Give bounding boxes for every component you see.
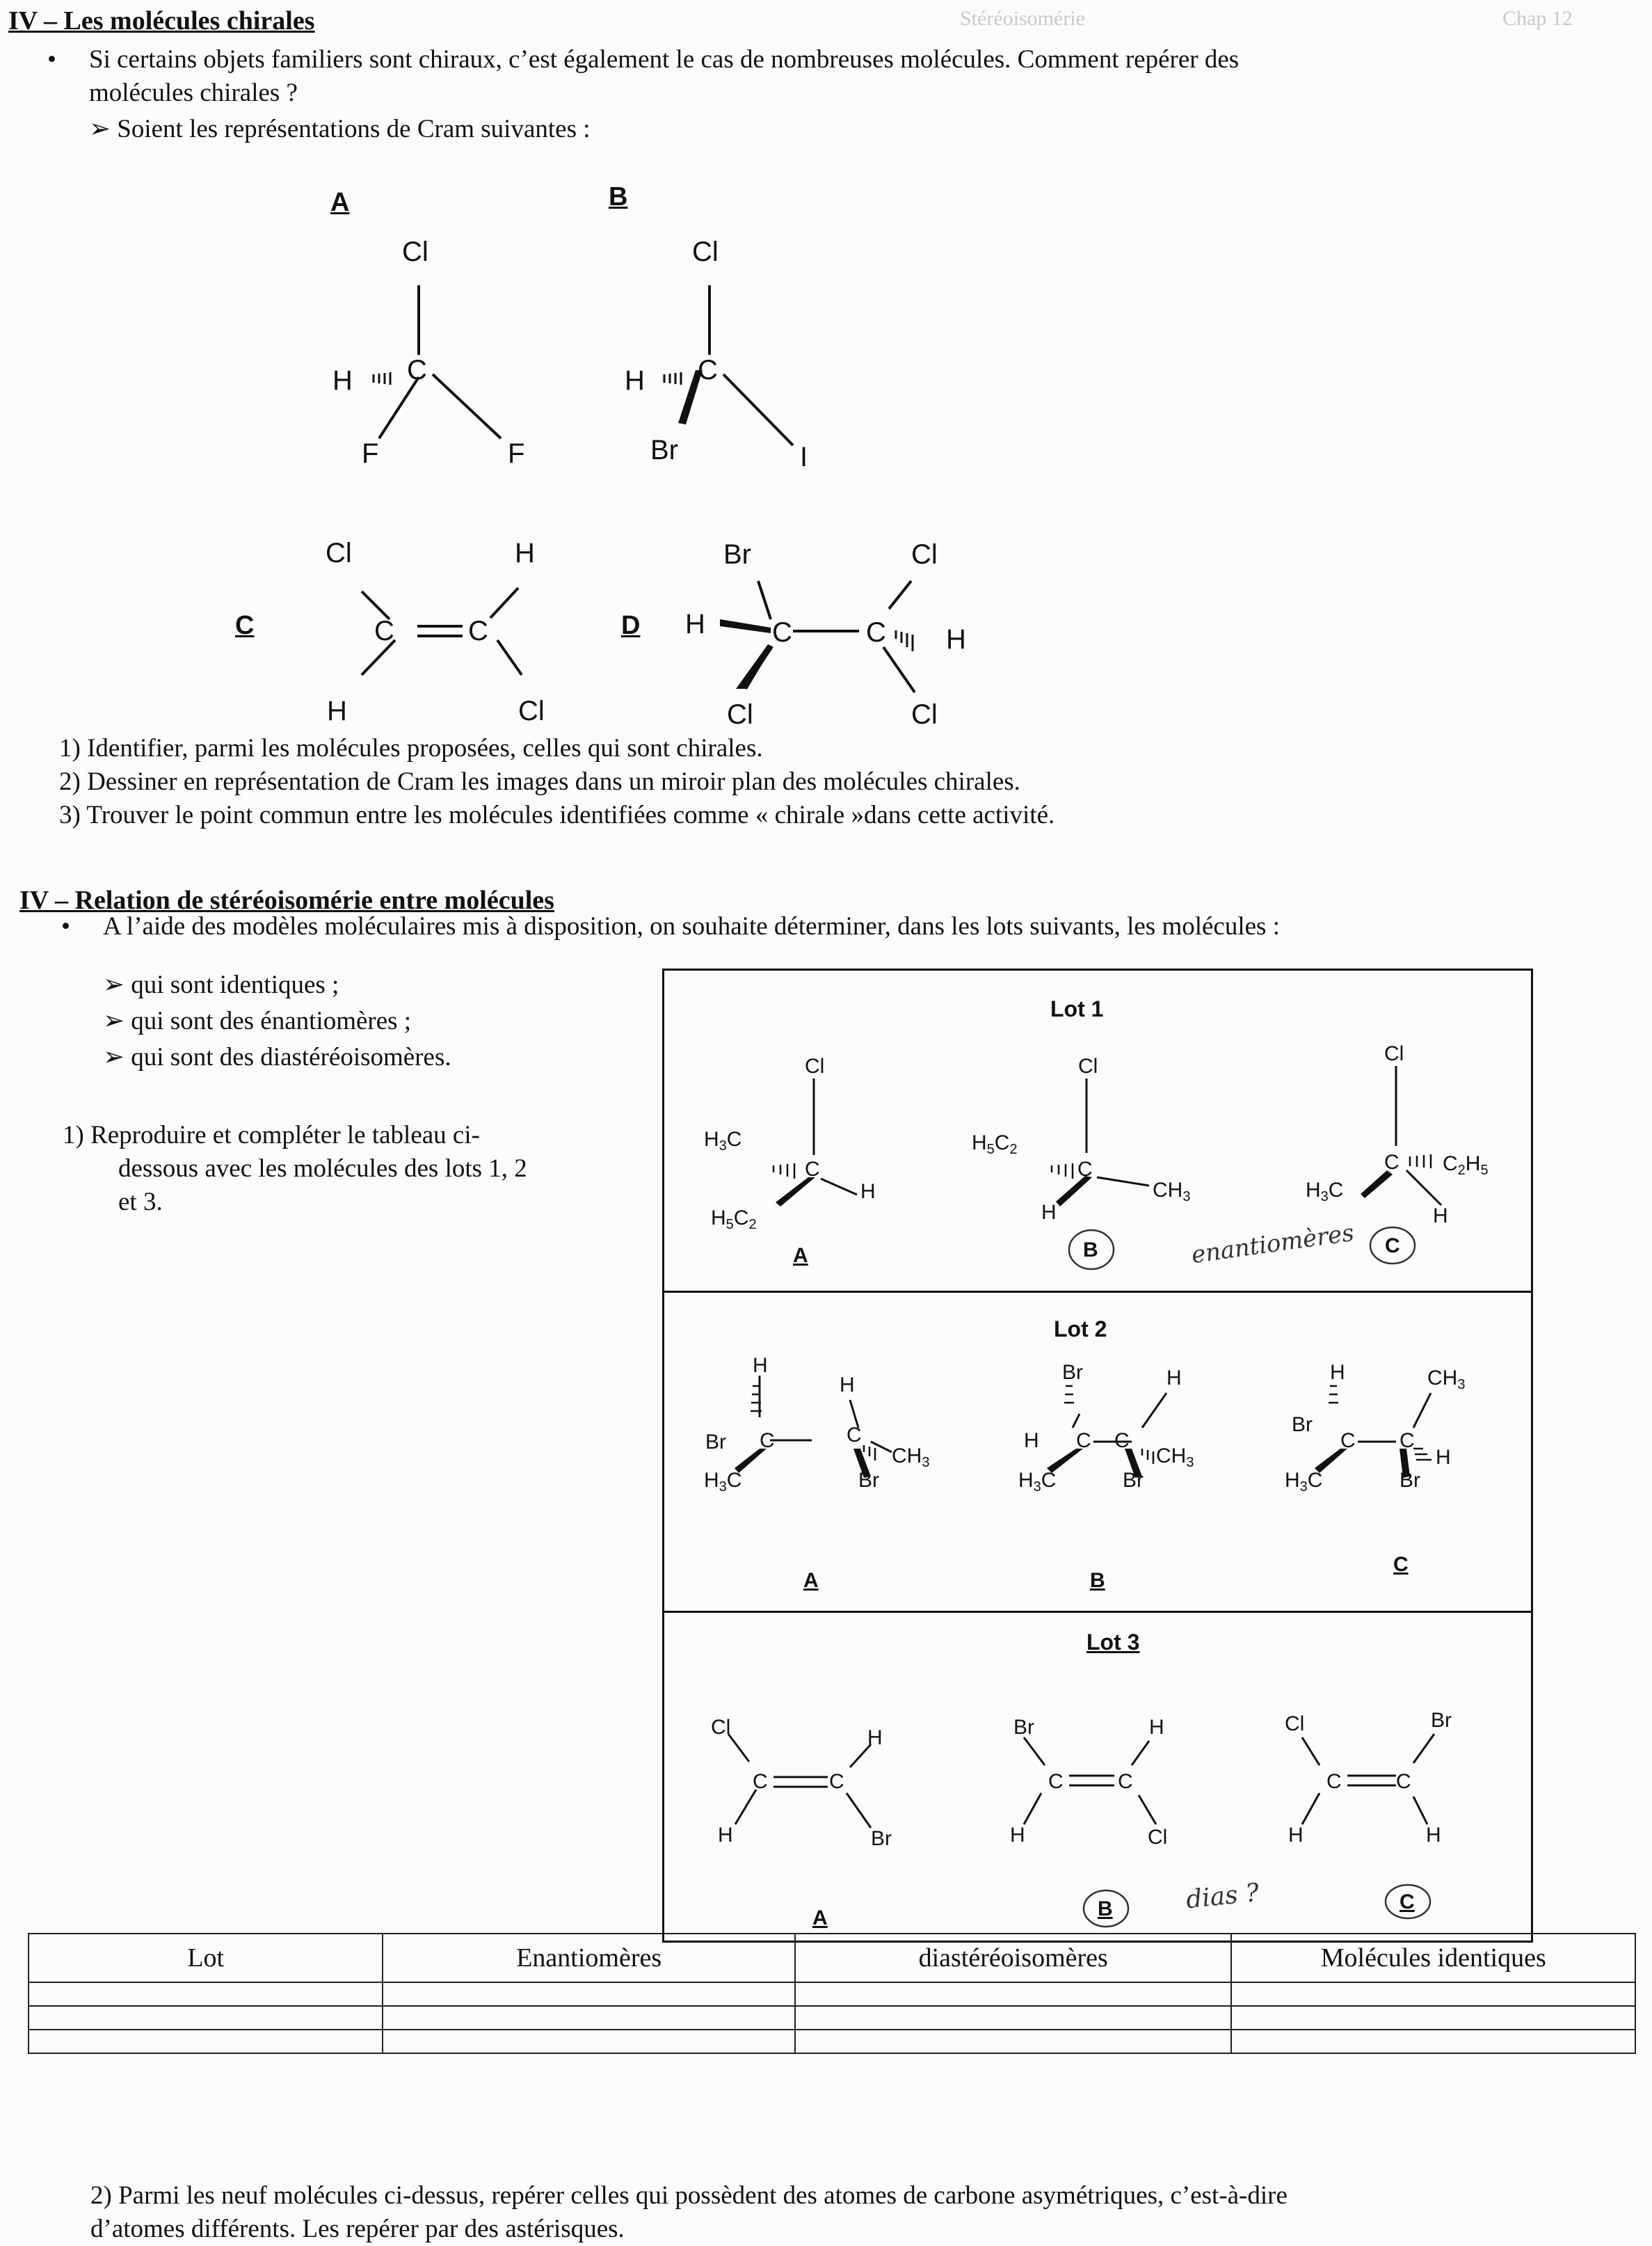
handwritten-note-enantiomeres: enantiomères bbox=[1189, 1218, 1356, 1270]
section1-title: IV – Les molécules chirales bbox=[8, 6, 315, 35]
lot1-label-b: B bbox=[1083, 1239, 1098, 1261]
atom-br: Br bbox=[858, 1469, 879, 1492]
atom-c: C bbox=[1048, 1770, 1064, 1793]
atom-h: H bbox=[1010, 1824, 1025, 1847]
atom-br: Br bbox=[1123, 1469, 1144, 1492]
atom-c: C bbox=[805, 1158, 820, 1181]
question-1: 1) Identifier, parmi les molécules proposées, celles qui sont chirales. bbox=[59, 734, 763, 763]
atom-h3c: $H_3C$ bbox=[704, 1469, 742, 1495]
atom-br: Br bbox=[1431, 1709, 1452, 1732]
arrow-bullet-icon: ➢ bbox=[103, 1007, 125, 1035]
atom-br: Br bbox=[1013, 1716, 1034, 1739]
arrow-bullet-icon: ➢ bbox=[103, 1043, 125, 1072]
atom-h: H bbox=[946, 624, 966, 655]
section1-bullet-line1: Si certains objets familiers sont chiraux, c’est également le cas de nombreuses molécules. Comment repérer des bbox=[89, 45, 1240, 74]
table-cell[interactable] bbox=[1231, 1982, 1635, 2006]
atom-h: H bbox=[685, 609, 705, 639]
table-row bbox=[29, 2030, 1635, 2053]
atom-c: C bbox=[772, 617, 792, 648]
atom-ch3: $CH_3$ bbox=[1427, 1367, 1466, 1392]
lot2-title: Lot 2 bbox=[1054, 1316, 1107, 1341]
atom-ch3: $CH_3$ bbox=[1153, 1179, 1191, 1204]
section1-bullet-line2: molécules chirales ? bbox=[89, 79, 298, 107]
atom-h: H bbox=[625, 365, 645, 396]
atom-f: F bbox=[362, 438, 379, 469]
arrow-bullet-icon: ➢ bbox=[103, 971, 125, 999]
atom-h: H bbox=[1436, 1446, 1451, 1469]
atom-cl: Cl bbox=[711, 1716, 731, 1739]
atom-h: H bbox=[1166, 1367, 1182, 1389]
atom-c: C bbox=[760, 1429, 775, 1452]
atom-c: C bbox=[1384, 1151, 1400, 1174]
wedge-bond bbox=[1361, 1170, 1393, 1198]
atom-c: C bbox=[1114, 1429, 1130, 1452]
atom-f: F bbox=[508, 438, 525, 469]
atom-cl: Cl bbox=[1285, 1712, 1305, 1735]
atom-c: C bbox=[1340, 1429, 1356, 1452]
lot2-label-c: C bbox=[1393, 1553, 1409, 1576]
molecule-label-c: C bbox=[235, 611, 255, 640]
hashed-bond-b bbox=[664, 372, 681, 385]
atom-h: H bbox=[1426, 1824, 1441, 1847]
lot2-label-a: A bbox=[803, 1569, 819, 1592]
subitem-identiques bbox=[103, 969, 339, 1002]
atom-h: H bbox=[840, 1373, 855, 1396]
atom-cl: Cl bbox=[805, 1055, 825, 1078]
table-header-row bbox=[29, 1934, 1635, 1982]
ghost-header-chap: Chap 12 bbox=[1502, 7, 1573, 30]
q1-line: 1) Reproduire et compléter le tableau ci- bbox=[63, 1121, 480, 1149]
atom-c: C bbox=[374, 616, 394, 646]
bullet-dot: • bbox=[61, 912, 70, 941]
molecule-label-a: A bbox=[330, 188, 350, 217]
atom-i: I bbox=[800, 442, 808, 472]
lot1-label-c: C bbox=[1385, 1234, 1400, 1257]
molecule-label-d: D bbox=[621, 611, 641, 640]
atom-br: Br bbox=[871, 1827, 892, 1850]
atom-cl: Cl bbox=[911, 699, 938, 730]
atom-cl: Cl bbox=[727, 699, 753, 730]
atom-c: C bbox=[847, 1424, 862, 1447]
atom-cl: Cl bbox=[518, 696, 545, 726]
hashed-bond-d bbox=[896, 630, 913, 651]
atom-c: C bbox=[1077, 1158, 1093, 1181]
table-cell[interactable] bbox=[795, 2030, 1232, 2053]
atom-h: H bbox=[515, 538, 535, 568]
atom-h: H bbox=[867, 1726, 883, 1749]
q1-line: dessous avec les molécules des lots 1, 2 bbox=[118, 1154, 527, 1183]
atom-h: H bbox=[1024, 1429, 1039, 1452]
table-row bbox=[29, 2006, 1635, 2030]
atom-h: H bbox=[327, 696, 347, 726]
atom-cl: Cl bbox=[326, 538, 352, 568]
subitem-text: qui sont identiques ; bbox=[131, 971, 339, 999]
hashed-bond-a bbox=[374, 372, 390, 385]
atom-ch3: $CH_3$ bbox=[1156, 1444, 1194, 1470]
atom-c: C bbox=[468, 616, 488, 646]
atom-h: H bbox=[1041, 1201, 1057, 1224]
lot3-title: Lot 3 bbox=[1086, 1630, 1140, 1655]
atom-br: Br bbox=[1400, 1469, 1420, 1492]
subitem-text: qui sont des énantiomères ; bbox=[131, 1007, 412, 1035]
lot1-title: Lot 1 bbox=[1050, 996, 1104, 1021]
q1-line: et 3. bbox=[118, 1188, 163, 1216]
atom-br: Br bbox=[1292, 1413, 1313, 1436]
atom-h: H bbox=[753, 1354, 768, 1377]
subitem-diastereo bbox=[103, 1041, 451, 1074]
atom-h: H bbox=[1149, 1716, 1164, 1739]
atom-ch3: $CH_3$ bbox=[892, 1444, 930, 1470]
subitem-enantiomeres bbox=[103, 1005, 411, 1038]
section2-q1 bbox=[63, 1119, 527, 1219]
section1-bullet bbox=[89, 43, 1640, 110]
lot3-label-c: C bbox=[1400, 1890, 1415, 1913]
atom-c: C bbox=[753, 1770, 768, 1793]
table-cell[interactable] bbox=[1231, 2006, 1635, 2030]
atom-br: Br bbox=[1062, 1361, 1083, 1384]
atom-c: C bbox=[407, 355, 427, 385]
section2-bullet: A l’aide des modèles moléculaires mis à disposition, on souhaite déterminer, dans les lots suivants, les molécules : bbox=[103, 912, 1280, 941]
atom-cl: Cl bbox=[692, 237, 719, 267]
table-cell[interactable] bbox=[383, 2030, 795, 2053]
atom-h3c: $H_3C$ bbox=[1285, 1469, 1323, 1495]
question-2: 2) Dessiner en représentation de Cram les images dans un miroir plan des molécules chirales. bbox=[59, 767, 1020, 796]
table-cell[interactable] bbox=[383, 2006, 795, 2030]
handwritten-note-dias: dias ? bbox=[1185, 1878, 1261, 1915]
atom-br: Br bbox=[705, 1431, 726, 1453]
header-diastereo: diastéréoisomères bbox=[795, 1934, 1232, 1982]
atom-cl: Cl bbox=[1078, 1055, 1098, 1078]
wedge-bond-d-2 bbox=[736, 644, 773, 689]
section2-q2-line2: d’atomes différents. Les repérer par des astérisques. bbox=[90, 2215, 625, 2243]
molecule-label-b: B bbox=[609, 182, 628, 212]
atom-c: C bbox=[1400, 1429, 1415, 1452]
table-cell[interactable] bbox=[795, 1982, 1232, 2006]
atom-h: H bbox=[1288, 1824, 1304, 1847]
atom-h3c: $H_3C$ bbox=[1306, 1179, 1344, 1204]
atom-c: C bbox=[829, 1770, 844, 1793]
atom-cl: Cl bbox=[402, 237, 428, 267]
lot2-label-b: B bbox=[1090, 1569, 1105, 1592]
cram-molecules-figure bbox=[0, 174, 1009, 738]
atom-h3c: $H_3C$ bbox=[1018, 1469, 1057, 1495]
atom-br: Br bbox=[650, 435, 678, 465]
atom-h: H bbox=[1433, 1204, 1448, 1227]
header-enantiomeres: Enantiomères bbox=[383, 1934, 795, 1982]
atom-cl: Cl bbox=[1384, 1042, 1404, 1065]
atom-c2h5: $C_2H_5$ bbox=[1443, 1152, 1489, 1178]
header-lot: Lot bbox=[29, 1934, 383, 1982]
table-cell[interactable] bbox=[29, 2006, 383, 2030]
question-3: 3) Trouver le point commun entre les molécules identifiées comme « chirale »dans cette activité. bbox=[59, 801, 1055, 829]
section2-title: IV – Relation de stéréoisomérie entre molécules bbox=[19, 886, 554, 915]
atom-h5c2: $H_5C_2$ bbox=[711, 1206, 757, 1232]
atom-c: C bbox=[698, 355, 718, 385]
atom-h: H bbox=[860, 1180, 876, 1203]
table-row bbox=[29, 1982, 1635, 2006]
atom-c: C bbox=[1076, 1429, 1091, 1452]
table-cell[interactable] bbox=[383, 1982, 795, 2006]
ghost-header-text: Stéréoisomérie bbox=[960, 7, 1085, 30]
lot3-label-a: A bbox=[812, 1906, 828, 1929]
lot1-label-a: A bbox=[793, 1244, 808, 1267]
atom-h5c2: $H_5C_2$ bbox=[972, 1131, 1018, 1157]
table-cell[interactable] bbox=[29, 2030, 383, 2053]
stereo-table bbox=[28, 1933, 1636, 2054]
atom-h: H bbox=[332, 365, 353, 396]
subitem-text: qui sont des diastéréoisomères. bbox=[131, 1043, 451, 1072]
section1-sub bbox=[89, 113, 591, 146]
atom-br: Br bbox=[723, 539, 751, 570]
lot3-label-b: B bbox=[1098, 1897, 1113, 1920]
table-cell[interactable] bbox=[795, 2006, 1232, 2030]
bullet-dot: • bbox=[47, 45, 56, 74]
atom-c: C bbox=[1118, 1770, 1133, 1793]
atom-c: C bbox=[866, 617, 886, 648]
lots-molecules-figure bbox=[662, 969, 1533, 1943]
section2-q2-line1: 2) Parmi les neuf molécules ci-dessus, repérer celles qui possèdent des atomes de carbone asymétriques, c’est-à-dire bbox=[90, 2181, 1288, 2210]
atom-c: C bbox=[1396, 1770, 1411, 1793]
wedge-bond-d bbox=[720, 619, 771, 633]
table-cell[interactable] bbox=[1231, 2030, 1635, 2053]
atom-c: C bbox=[1326, 1770, 1342, 1793]
atom-h: H bbox=[718, 1824, 733, 1847]
atom-h3c: $H_3C$ bbox=[704, 1128, 742, 1154]
table-cell[interactable] bbox=[29, 1982, 383, 2006]
atom-cl: Cl bbox=[1148, 1826, 1168, 1849]
wedge-bond bbox=[776, 1177, 815, 1206]
header-identiques: Molécules identiques bbox=[1231, 1934, 1635, 1982]
section1-sub-text: Soient les représentations de Cram suivantes : bbox=[117, 115, 591, 143]
atom-cl: Cl bbox=[911, 539, 938, 570]
arrow-bullet-icon: ➢ bbox=[89, 115, 111, 143]
atom-h: H bbox=[1330, 1361, 1345, 1384]
